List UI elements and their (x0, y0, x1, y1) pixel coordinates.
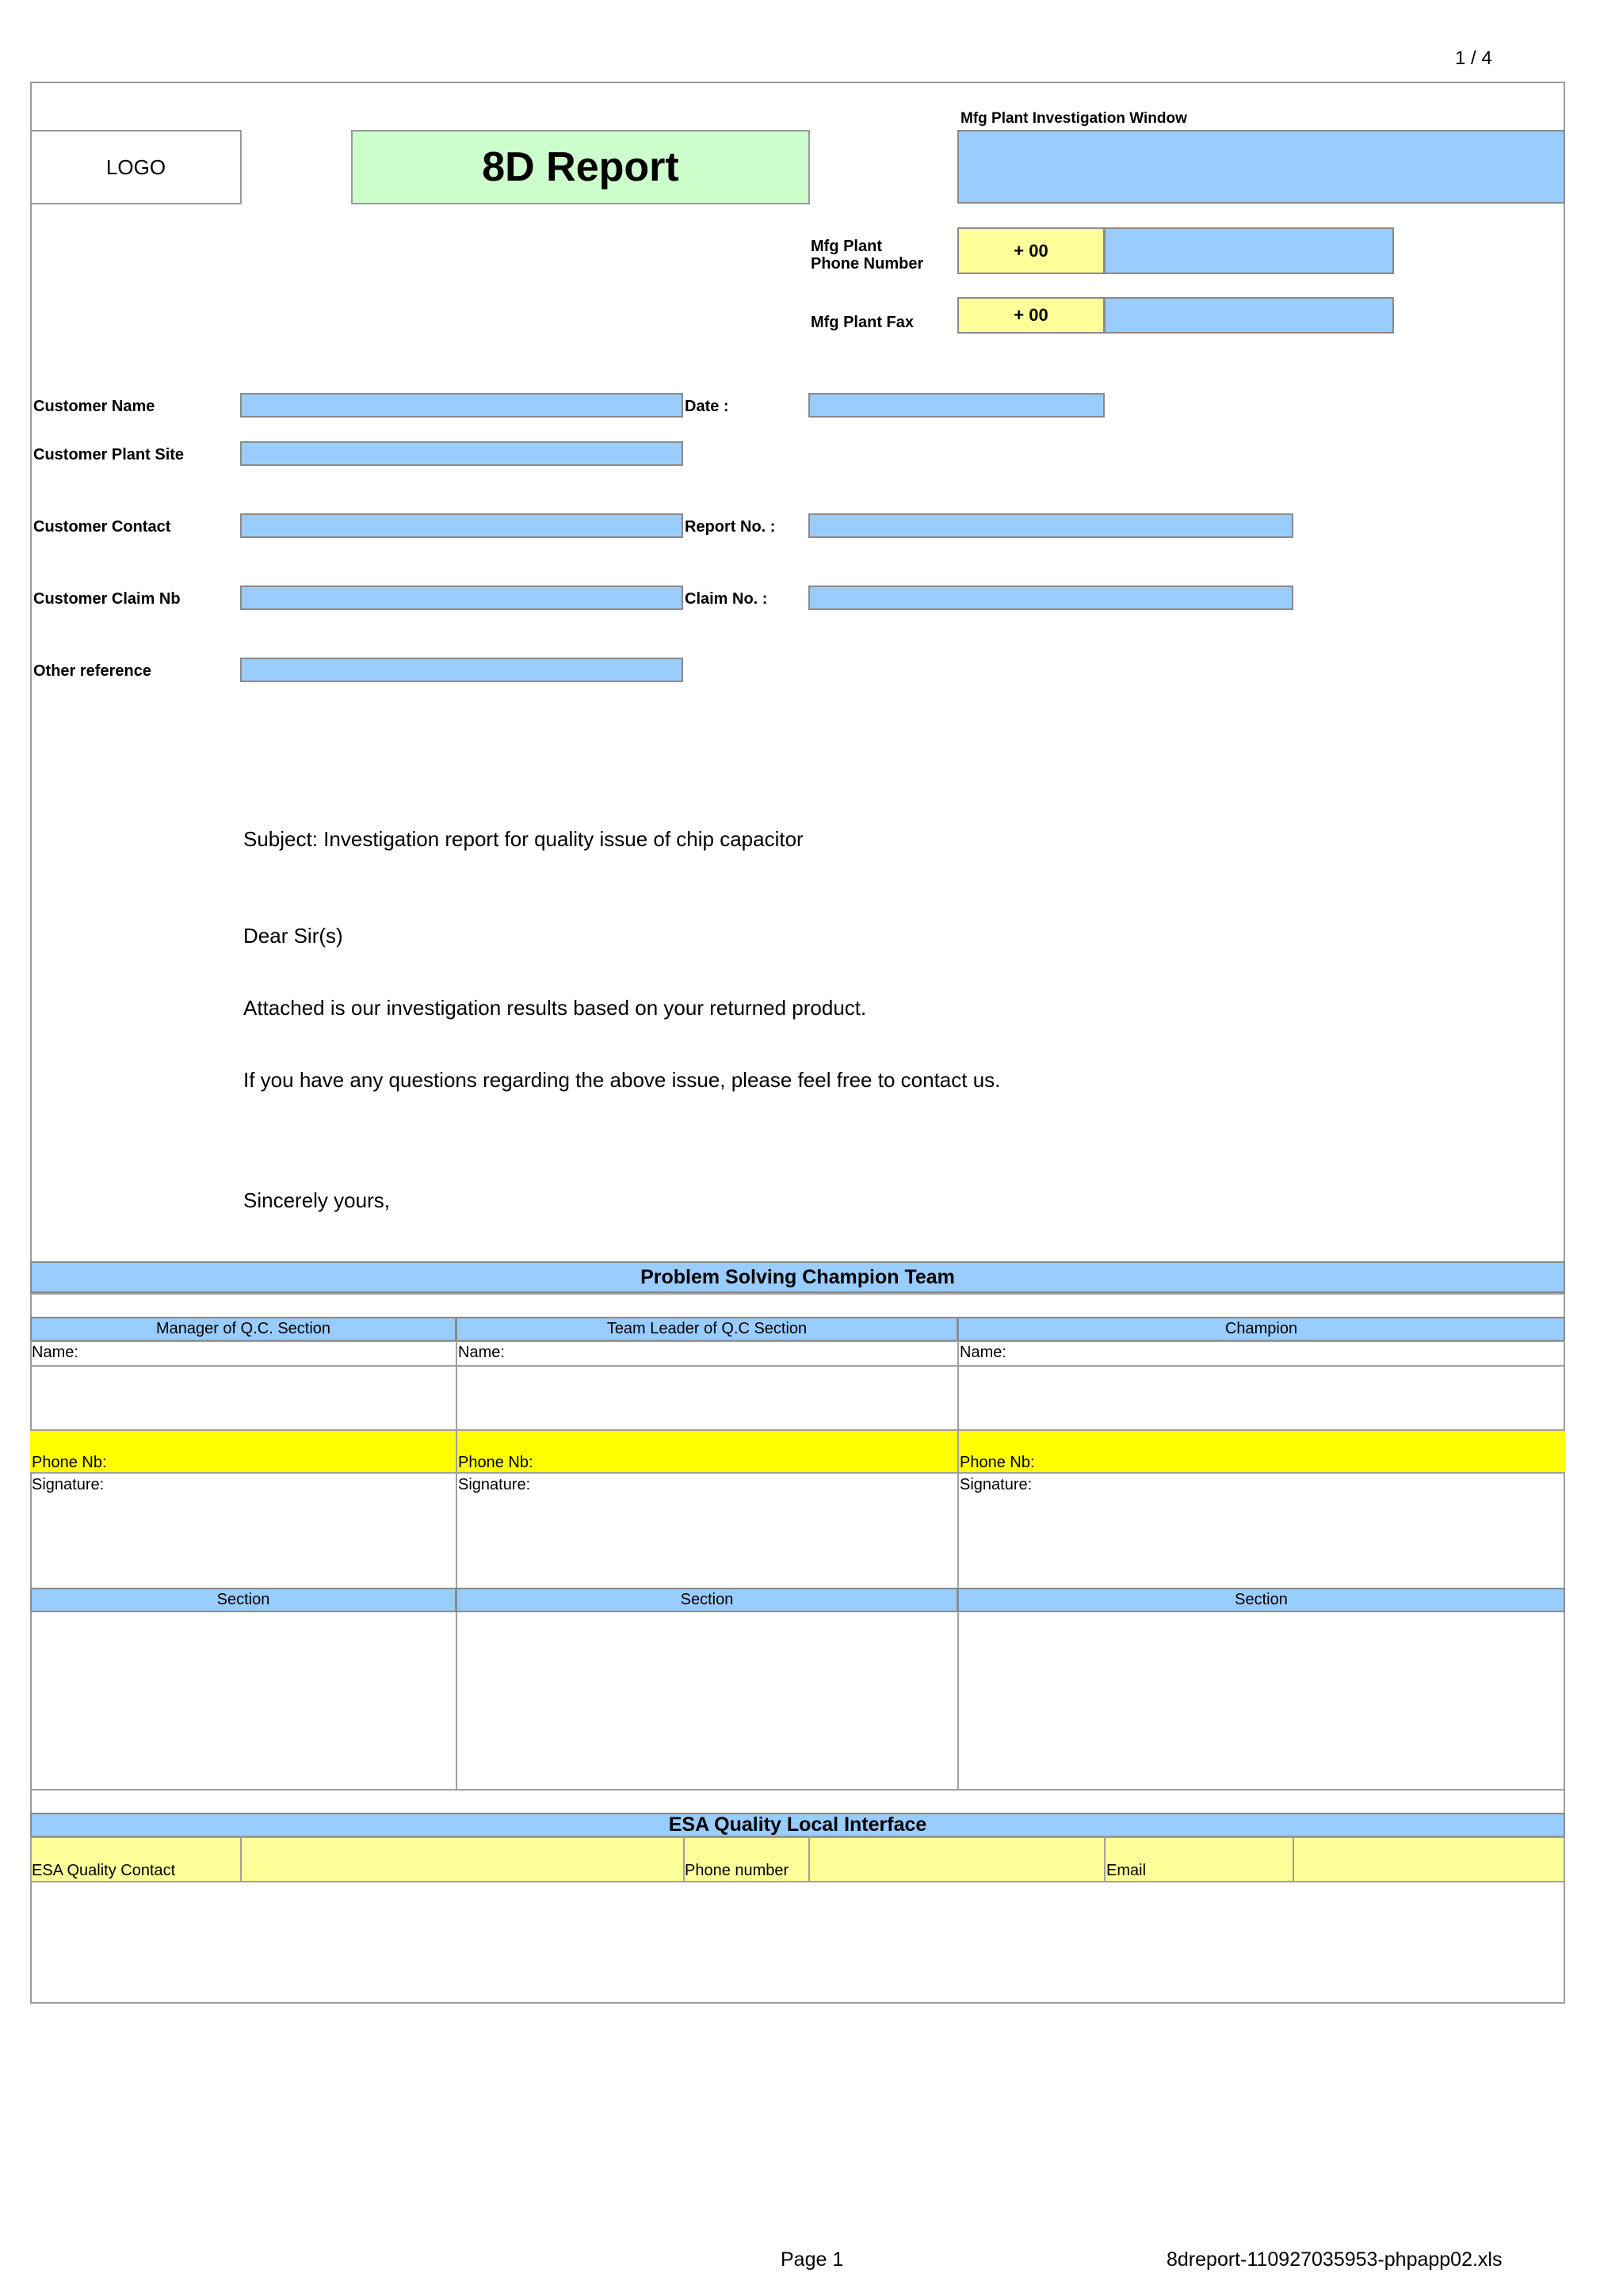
team-leader-name-field[interactable] (458, 1367, 957, 1428)
date-label: Date : (685, 398, 729, 415)
customer-contact-label: Customer Contact (33, 518, 171, 536)
page-title: 8D Report (351, 130, 810, 204)
other-reference-field[interactable] (240, 658, 683, 682)
fax-number-field[interactable] (1104, 297, 1394, 334)
manager-signature-field[interactable] (32, 1496, 455, 1585)
team-leader-section-header: Section (456, 1588, 958, 1612)
champion-phone-label: Phone Nb: (960, 1454, 1035, 1471)
letter-greeting: Dear Sir(s) (243, 924, 343, 948)
team-leader-signature-label: Signature: (458, 1476, 531, 1493)
letter-subject: Subject: Investigation report for quality issue of chip capacitor (243, 827, 804, 851)
customer-plant-site-label: Customer Plant Site (33, 446, 185, 463)
phone-row-band (30, 1429, 1565, 1474)
claim-no-label: Claim No. : (685, 590, 768, 608)
team-col-header-champion: Champion (957, 1317, 1565, 1341)
customer-claim-nb-field[interactable] (240, 585, 683, 610)
letter-body-line1: Attached is our investigation results based on your returned product. (243, 996, 867, 1020)
letter-body-line2: If you have any questions regarding the above issue, please feel free to contact us. (243, 1068, 1001, 1092)
team-section-title: Problem Solving Champion Team (30, 1261, 1565, 1293)
manager-section-field[interactable] (32, 1613, 455, 1789)
esa-contact-label: ESA Quality Contact (32, 1862, 176, 1879)
esa-contact-field[interactable] (242, 1838, 682, 1881)
champion-signature-field[interactable] (960, 1496, 1564, 1585)
champion-signature-label: Signature: (960, 1476, 1033, 1493)
esa-section-title: ESA Quality Local Interface (30, 1813, 1565, 1837)
manager-section-header: Section (30, 1588, 456, 1612)
team-leader-name-label: Name: (458, 1344, 505, 1361)
footer-page-number: Page 1 (781, 2248, 844, 2271)
date-field[interactable] (808, 393, 1105, 418)
team-col-header-manager: Manager of Q.C. Section (30, 1317, 456, 1341)
claim-no-field[interactable] (808, 585, 1293, 610)
footer-filename: 8dreport-110927035953-phpapp02.xls (1167, 2248, 1503, 2271)
customer-contact-field[interactable] (240, 513, 683, 538)
customer-name-label: Customer Name (33, 398, 155, 415)
manager-phone-label: Phone Nb: (32, 1454, 107, 1471)
team-leader-section-field[interactable] (458, 1613, 957, 1789)
report-no-field[interactable] (808, 513, 1293, 538)
team-leader-phone-label: Phone Nb: (458, 1454, 533, 1471)
champion-section-header: Section (957, 1588, 1565, 1612)
customer-claim-nb-label: Customer Claim Nb (33, 590, 181, 608)
customer-plant-site-field[interactable] (240, 441, 683, 466)
manager-name-field[interactable] (32, 1367, 455, 1428)
team-leader-signature-field[interactable] (458, 1496, 957, 1585)
fax-prefix: + 00 (957, 297, 1105, 334)
customer-name-field[interactable] (240, 393, 683, 418)
champion-section-field[interactable] (960, 1613, 1564, 1789)
letter-closing: Sincerely yours, (243, 1188, 390, 1212)
investigation-window-label: Mfg Plant Investigation Window (960, 110, 1187, 127)
logo-box: LOGO (30, 130, 242, 204)
phone-label-line2: Phone Number (811, 255, 924, 273)
investigation-window-field[interactable] (957, 130, 1565, 204)
esa-phone-label: Phone number (685, 1862, 789, 1879)
fax-label: Mfg Plant Fax (811, 314, 915, 331)
esa-phone-field[interactable] (811, 1838, 1103, 1881)
manager-signature-label: Signature: (32, 1476, 105, 1493)
manager-name-label: Name: (32, 1344, 78, 1361)
esa-email-label: Email (1106, 1862, 1147, 1879)
phone-number-field[interactable] (1104, 227, 1394, 274)
phone-label-line1: Mfg Plant (811, 238, 882, 255)
champion-name-field[interactable] (960, 1367, 1564, 1428)
champion-name-label: Name: (960, 1344, 1006, 1361)
other-reference-label: Other reference (33, 662, 151, 680)
page-counter: 1 / 4 (1455, 48, 1492, 69)
team-col-header-team-leader: Team Leader of Q.C Section (456, 1317, 958, 1341)
phone-prefix: + 00 (957, 227, 1105, 274)
esa-email-field[interactable] (1295, 1838, 1564, 1881)
phone-number-label (811, 238, 923, 273)
report-no-label: Report No. : (685, 518, 776, 536)
